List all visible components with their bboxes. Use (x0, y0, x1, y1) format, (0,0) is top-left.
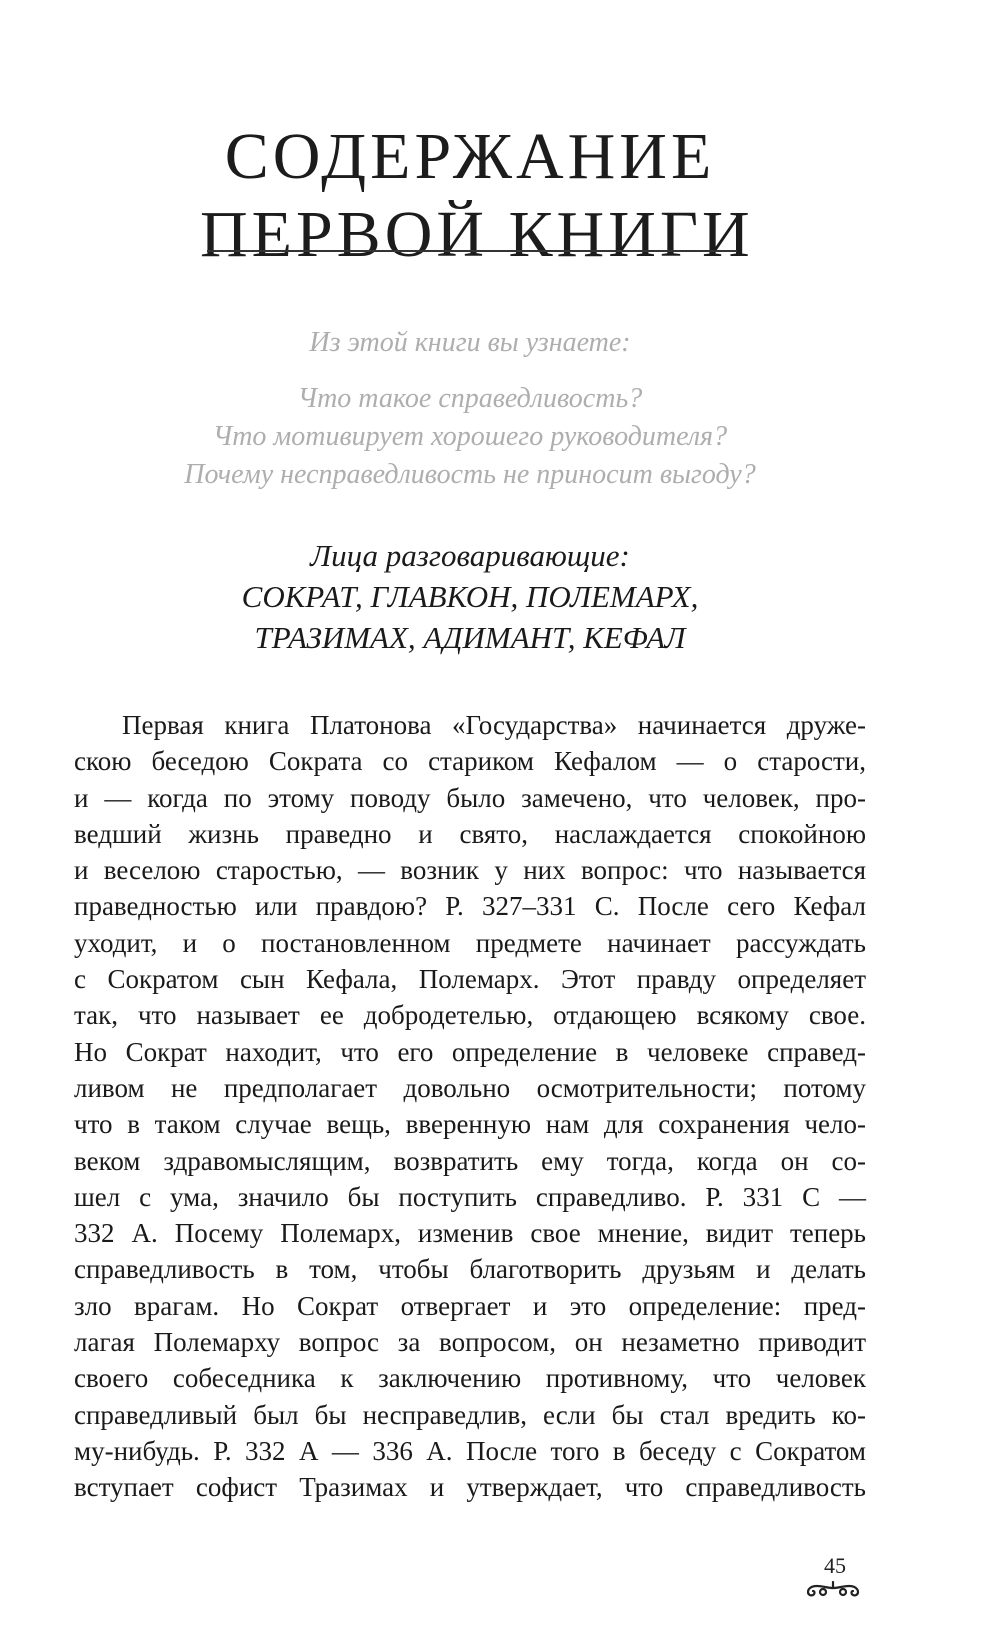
text-line: вступает софист Тразимах и утверждает, что справедливость (74, 1472, 866, 1503)
intro-question: Почему несправедливость не приносит выгоду? (184, 459, 756, 490)
speakers-label: Лица разговаривающие: (310, 538, 630, 573)
text-line: и веселою старостью, — возник у них вопрос: что называется (74, 855, 866, 886)
text-line: праведностью или правдою? Р. 327–331 С. После сего Кефал (74, 891, 866, 922)
title-underline (207, 250, 737, 252)
text-line: шел с ума, значило бы поступить справедливо. Р. 331 С — (74, 1181, 866, 1212)
text-line: с Сократом сын Кефала, Полемарх. Этот правду определяет (74, 964, 866, 995)
text-line: что в таком случае вещь, вверенную нам для сохранения чело- (74, 1109, 866, 1140)
text-line: своего собеседника к заключению противному, что человек (74, 1363, 866, 1394)
text-line: 332 А. Посему Полемарх, изменив свое мнение, видит теперь (74, 1218, 866, 1249)
text-line: му-нибудь. Р. 332 А — 336 А. После того в беседу с Сократом (74, 1435, 866, 1466)
intro-block (120, 324, 820, 494)
chapter-title-line-2: ПЕРВОЙ КНИГИ (200, 198, 754, 271)
text-line: уходит, и о постановленном предмете начинает рассуждать (74, 927, 866, 958)
text-line: Но Сократ находит, что его определение в человеке справед- (74, 1036, 866, 1067)
text-line: Первая книга Платонова «Государства» начинается друже- (122, 710, 866, 740)
chapter-title-line-1: СОДЕРЖАНИЕ (224, 120, 716, 193)
speakers-block (120, 535, 820, 658)
text-line: ведший жизнь праведно и свято, наслаждается спокойною (74, 818, 866, 849)
spiral-ornament-icon (803, 1578, 863, 1598)
text-line: скою беседою Сократа со стариком Кефалом — о старости, (74, 746, 866, 777)
page-number: 45 (824, 1553, 846, 1578)
intro-question: Что такое справедливость? (297, 383, 643, 414)
text-line: ливом не предполагает довольно осмотрительности; потому (74, 1072, 866, 1103)
text-line: справедливость в том, чтобы благотворить друзьям и делать (74, 1254, 866, 1285)
text-line: зло врагам. Но Сократ отвергает и это определение: пред- (74, 1290, 866, 1321)
text-line: веком здравомыслящим, возвратить ему тогда, когда он со- (74, 1145, 866, 1176)
intro-heading: Из этой книги вы узнаете: (309, 327, 631, 358)
text-line: и — когда по этому поводу было замечено, что человек, про- (74, 782, 866, 813)
speakers-names-line-1: СОКРАТ, ГЛАВКОН, ПОЛЕМАРХ, (241, 579, 699, 614)
speakers-names-line-2: ТРАЗИМАХ, АДИМАНТ, КЕФАЛ (254, 620, 686, 655)
text-line: справедливый был бы несправедлив, если бы стал вредить ко- (74, 1399, 866, 1430)
intro-question: Что мотивирует хорошего руководителя? (212, 421, 728, 452)
body-paragraph (74, 707, 866, 1506)
text-line: так, что называет ее добродетелью, отдающею всякому свое. (74, 1000, 866, 1031)
text-line: лагая Полемарху вопрос за вопросом, он незаметно приводит (74, 1327, 866, 1358)
